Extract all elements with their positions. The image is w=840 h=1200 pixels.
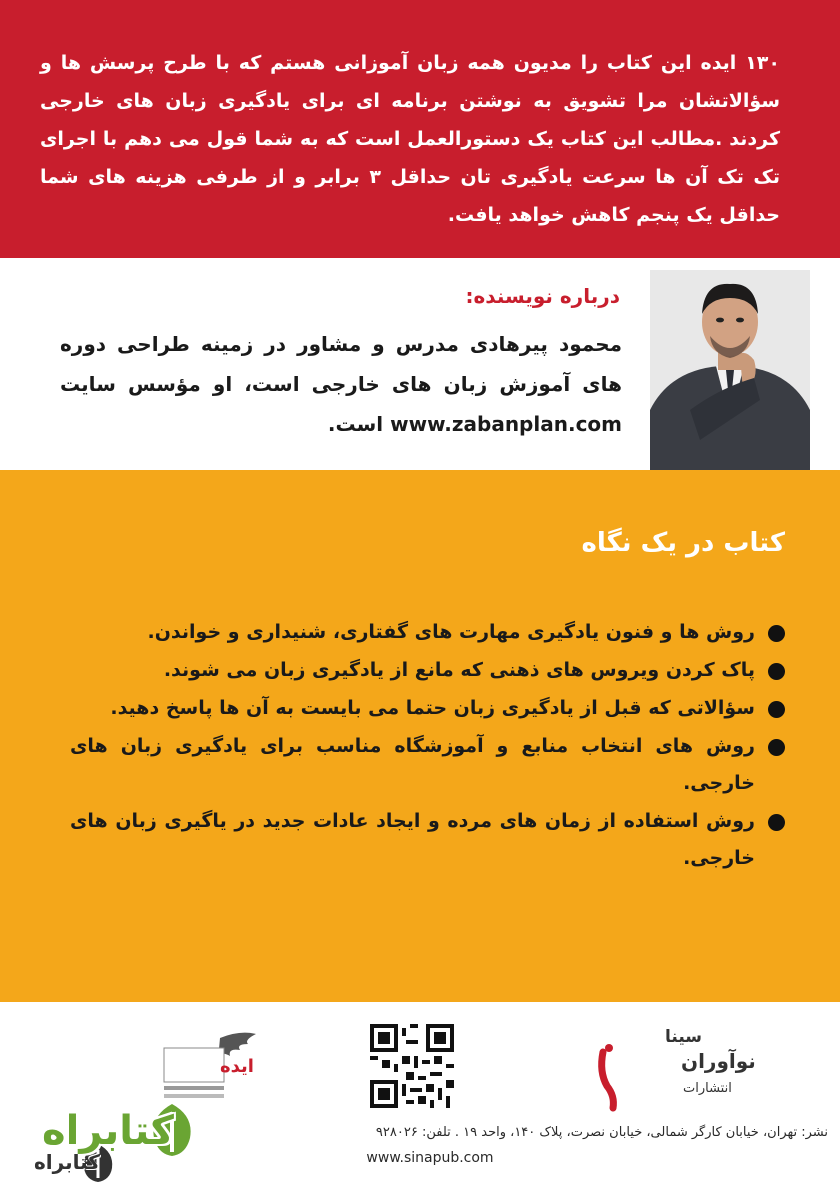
glance-list [70, 614, 785, 878]
glance-title: کتاب در یک نگاه [581, 528, 785, 558]
sina-logo-line2: نوآوران [681, 1049, 756, 1073]
list-item [70, 614, 785, 651]
publisher-address: نشر: تهران، خیابان کارگر شمالی، خیابان نصرت، پلاک ۱۴۰، واحد ۱۹ . تلفن: ۹۲۸۰۲۶ [375, 1125, 828, 1140]
list-item-text: سؤالاتی که قبل از یادگیری زبان حتما می بایست به آن ها پاسخ دهید. [110, 697, 755, 719]
watermark-text-large: کتابراه [42, 1108, 174, 1154]
list-item-text: روش استفاده از زمان های مرده و ایجاد عادات جدید در یاگیری زبان های خارجی. [70, 810, 755, 869]
watermark-text-small: کتابراه [34, 1150, 100, 1174]
list-item-text: پاک کردن ویروس های ذهنی که مانع از یادگیری زبان می شوند. [163, 659, 755, 681]
list-item-text: روش های انتخاب منابع و آموزشگاه مناسب برای یادگیری زبان های خارجی. [70, 735, 755, 794]
list-item [70, 652, 785, 689]
list-item [70, 803, 785, 877]
sina-logo-line1: سینا [665, 1027, 702, 1047]
bullet-icon [768, 701, 785, 718]
qr-code [370, 1024, 454, 1108]
ideh-logo-text: ایده [220, 1056, 254, 1077]
bullet-icon [768, 814, 785, 831]
bullet-icon [768, 739, 785, 756]
publisher-website: www.sinapub.com [366, 1150, 494, 1166]
list-item-text: روش ها و فنون یادگیری مهارت های گفتاری، شنیداری و خواندن. [147, 621, 755, 643]
sina-publisher-logo [595, 1022, 756, 1110]
about-author-text: محمود پیرهادی مدرس و مشاور در زمینه طراحی دوره های آموزش زبان های خارجی است، او مؤسس سایت www.zabanplan.com است. [60, 332, 622, 436]
author-photo [650, 270, 810, 470]
about-author-heading: درباره نویسنده: [465, 284, 620, 308]
bullet-icon [768, 663, 785, 680]
intro-text: ۱۳۰ ایده این کتاب را مدیون همه زبان آموزانی هستم که با طرح پرسش ها و سؤالاتشان مرا تشویق به نوشتن برنامه ای برای یادگیری زبان های خارجی کردند .مطالب این کتاب یک دستورالعمل است که به شما قول می دهم با اجرای تک تک آن ها سرعت یادگیری تان حداقل ۳ برابر و از طرفی هزینه های شما حداقل یک پنجم کاهش خواهد یافت. [40, 52, 780, 226]
list-item [70, 728, 785, 802]
sina-logo-line3: انتشارات [683, 1081, 732, 1096]
watermark-logo [28, 1098, 198, 1194]
list-item [70, 690, 785, 727]
bullet-icon [768, 625, 785, 642]
